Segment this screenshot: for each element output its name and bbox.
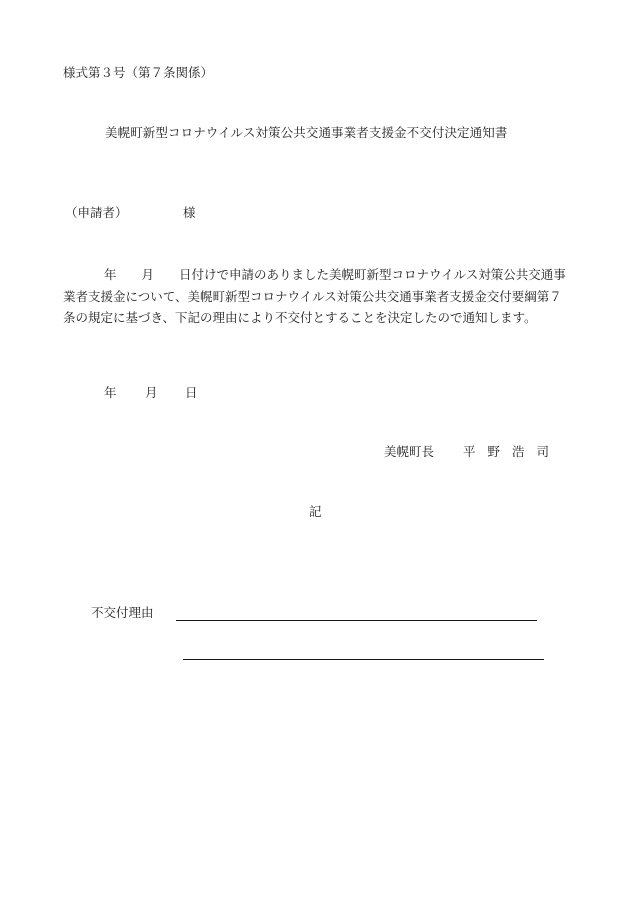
ki-heading: 記 — [309, 504, 322, 519]
reason-blank-line — [176, 620, 537, 621]
applicant-label: （申請者） — [65, 205, 128, 220]
notice-body-text: 年 月 日付けで申請のありました美幌町新型コロナウイルス対策公共交通事業者支援金について、美幌町新型コロナウイルス対策公共交通事業者支援金交付要綱第７条の規定に基づき、下記の理由により不交付とすることを決定したので通知します。 — [63, 267, 566, 325]
form-number-label: 様式第３号（第７条関係） — [63, 65, 214, 80]
date-month-label: 月 — [145, 385, 158, 400]
applicant-honorific: 様 — [183, 205, 196, 220]
date-day-label: 日 — [185, 385, 198, 400]
issuer-title: 美幌町長 — [384, 444, 435, 459]
issuer-name: 平野浩司 — [463, 444, 562, 459]
document-title: 美幌町新型コロナウイルス対策公共交通事業者支援金不交付決定通知書 — [105, 125, 508, 140]
reason-blank-line — [183, 659, 544, 660]
non-grant-reason-label: 不交付理由 — [91, 605, 154, 620]
date-year-label: 年 — [104, 385, 117, 400]
